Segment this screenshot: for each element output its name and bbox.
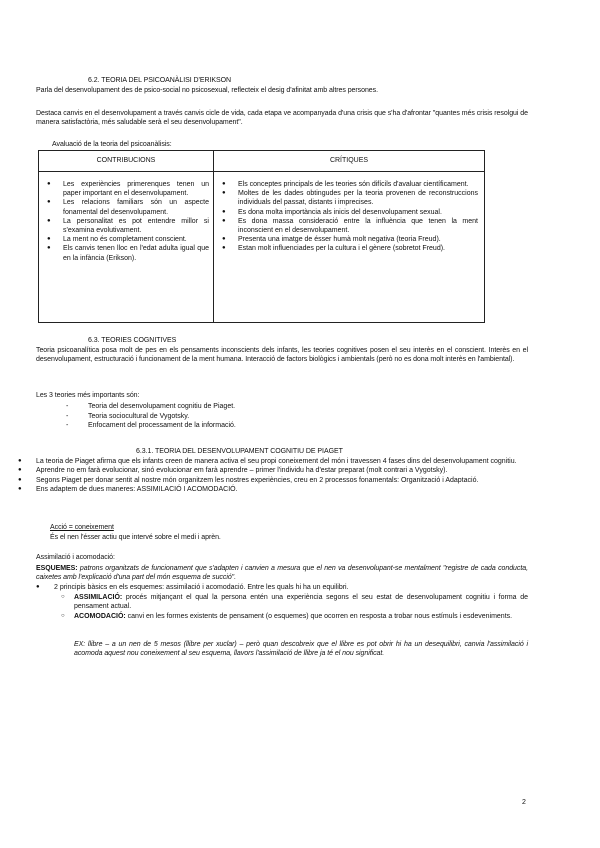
- assimilation-term: ASSIMILACIÓ:: [74, 594, 123, 601]
- accommodation-def: canvi en les formes existents de pensament (o esquemes) que ocorren en resposta a trobar nous estímuls i esdeveniments.: [125, 612, 513, 620]
- assimilation-label: Assimilació i acomodació:: [36, 554, 115, 561]
- list-item: ● La personalitat es pot entendre millor si s'examina evolutivament.: [41, 217, 209, 235]
- section-6-2-heading: 6.2. TEORIA DEL PSICOANÀLISI D'ERIKSON: [88, 77, 231, 84]
- list-item: [20, 485, 528, 494]
- list-item: ● Estan molt influenciades per la cultura i el gènere (sobretot Freud).: [216, 244, 478, 253]
- principles-container: [38, 583, 528, 592]
- assim-acom-list: [64, 593, 528, 621]
- evaluation-label: Avaluació de la teoria del psicoanàlisis:: [52, 141, 172, 148]
- list-item: ● La ment no és completament conscient.: [41, 235, 209, 244]
- list-item: - Teoria sociocultural de Vygotsky.: [64, 412, 364, 422]
- list-item: - Teoria del desenvolupament cognitiu de Piaget.: [64, 402, 364, 412]
- principles-list: [38, 583, 528, 592]
- list-item: [64, 593, 528, 612]
- theories-list: [64, 402, 364, 431]
- schemes-paragraph: [36, 564, 528, 583]
- contributions-header: CONTRIBUCIONS: [39, 151, 214, 172]
- adapt-text: Ens adaptem de dues maneres:: [36, 486, 137, 494]
- list-item: ● Moltes de les dades obtingudes per la teoria provenen de reconstruccions individuals del passat, distants i imprecises.: [216, 189, 478, 207]
- piaget-bullets: [20, 457, 528, 495]
- piaget-list: [20, 457, 528, 495]
- list-item: ● Els conceptes principals de les teories són difícils d'avaluar científicament.: [216, 180, 478, 189]
- critiques-cell: [214, 172, 485, 323]
- evaluation-table: [38, 150, 485, 323]
- assim-acom-container: [64, 593, 528, 621]
- list-item: ● Es dona massa consideració entre la influència que tenen la ment inconscient en el desenvolupament.: [216, 217, 478, 235]
- list-item: ● La teoria de Piaget afirma que els infants creen de manera activa el seu propi coneixement del món i travessen 4 fases dins del desenvolupament cognitiu.: [20, 457, 528, 466]
- section-6-2-intro: Parla del desenvolupament des de psico-social no psicosexual, reflecteix el desig d'afinitat amb altres persones.: [36, 87, 378, 94]
- contributions-cell: [39, 172, 214, 323]
- list-item: ● Es dona molta importància als inicis del desenvolupament sexual.: [216, 208, 478, 217]
- list-item: [64, 612, 528, 621]
- list-item: - Enfocament del processament de la informació.: [64, 421, 364, 431]
- accio-text: És el nen l'ésser actiu que intervé sobre el medi i aprèn.: [50, 534, 221, 541]
- accommodation-term: ACOMODACIÓ:: [74, 612, 126, 620]
- list-item: ● 2 principis bàsics en els esquemes: assimilació i acomodació. Entre les quals hi ha un equilibri.: [38, 583, 528, 592]
- list-item: ● Els canvis tenen lloc en l'edat adulta igual que en la infància (Erikson).: [41, 244, 209, 262]
- schemes-label: ESQUEMES:: [36, 565, 78, 572]
- section-6-3-heading: 6.3. TEORIES COGNITIVES: [88, 337, 177, 344]
- contributions-list: [41, 180, 209, 263]
- section-6-2-paragraph: Destaca canvis en el desenvolupament a través canvis cicle de vida, cada etapa ve acompanyada d'una crisis que s'ha d'afrontar "quantes més crisis resolgui de manera satisfactòria, més saludable serà el seu desenvolupament".: [36, 110, 528, 127]
- list-item: ● Presenta una imatge de ésser humà molt negativa (teoria Freud).: [216, 235, 478, 244]
- list-item: ● Les experiències primerenques tenen un paper important en el desenvolupament.: [41, 180, 209, 198]
- list-item: ● Segons Piaget per donar sentit al nostre món organitzem les nostres experiències, creu en 2 processos fonamentals: Organització i Adaptació.: [20, 476, 528, 485]
- schemes-text: patrons organitzats de funcionament que s'adapten i canvien a mesura que el nen va desenvolupant-se mentalment "registre de cada conducta, caixetes amb l'explicació d'una part del món esquema de succió".: [36, 565, 528, 582]
- theories-label: Les 3 teories més importants són:: [36, 392, 140, 399]
- section-6-3-1-heading: 6.3.1. TEORIA DEL DESENVOLUPAMENT COGNITIU DE PIAGET: [136, 448, 343, 455]
- example-text: EX: llibre – a un nen de 5 mesos (llibre per xuclar) – però quan descobreix que el llibre es pot obrir hi ha un desequilibri, canvia l'assimilació i acomoda aquest nou coneixement al seu esquema, llavors l'assimilació de llibre ja té el nou significat.: [74, 641, 528, 658]
- page-number: 2: [522, 799, 526, 806]
- critiques-header: CRÍTIQUES: [214, 151, 485, 172]
- list-item: ● Les relacions familiars són un aspecte fonamental del desenvolupament.: [41, 198, 209, 216]
- adapt-bold: ASSIMILACIÓ I ACOMODACIÓ.: [136, 486, 238, 494]
- assimilation-def: procés mitjançant el qual la persona entén una experiència segons el seu estat de desenvolupament cognitiu i forma de pensament actual.: [74, 594, 528, 611]
- list-item: ● Aprendre no em farà evolucionar, sinó evolucionar em farà aprendre – primer l'individu ha d'estar preparat (molt contrari a Vygotsky).: [20, 466, 528, 475]
- critiques-list: [216, 180, 478, 254]
- theories-list-container: [64, 402, 364, 431]
- accio-label: Acció = coneixement: [50, 524, 114, 531]
- section-6-3-paragraph: Teoria psicoanalítica posa molt de pes en els pensaments inconscients dels infants, les teories cognitives posen el seu interès en el conscient. Interès en el desenvolupament, estructuració i funcionament de la ment humana. Interacció de factors biològics i ambientals (però no es dona molt interès en l'ambiental).: [36, 347, 528, 364]
